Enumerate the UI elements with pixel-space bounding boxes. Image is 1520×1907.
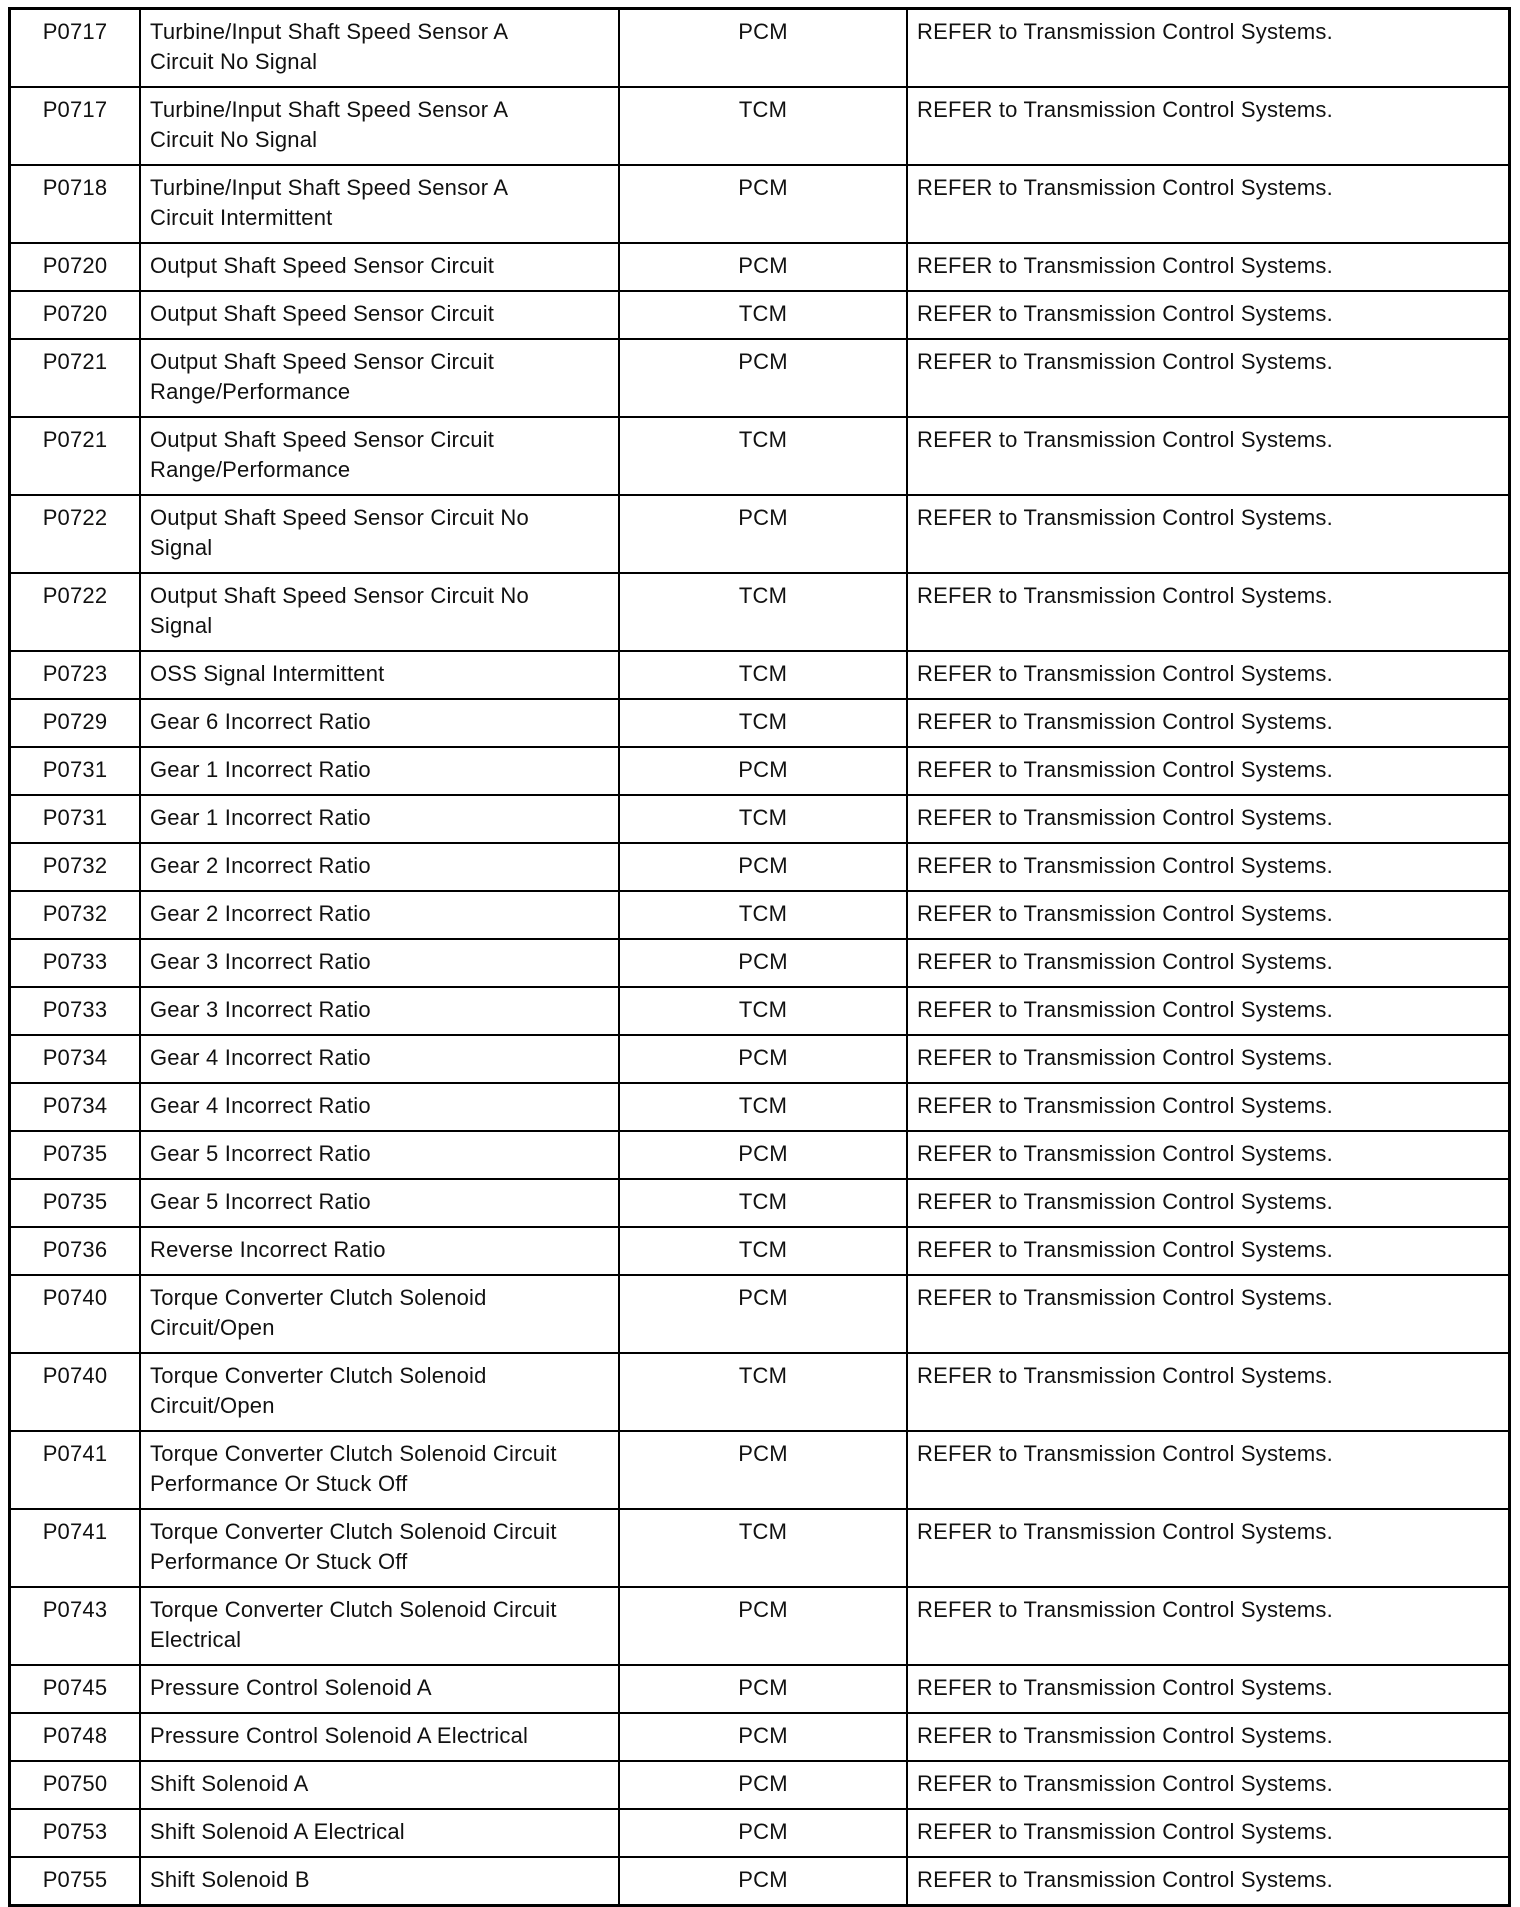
module-cell: PCM	[619, 1857, 907, 1906]
dtc-code: P0717	[10, 9, 141, 88]
action-cell: REFER to Transmission Control Systems.	[907, 1179, 1510, 1227]
action-cell: REFER to Transmission Control Systems.	[907, 795, 1510, 843]
dtc-description: Torque Converter Clutch Solenoid Circuit/Open	[140, 1275, 619, 1353]
module-cell: PCM	[619, 1761, 907, 1809]
action-cell: REFER to Transmission Control Systems.	[907, 573, 1510, 651]
dtc-code: P0734	[10, 1035, 141, 1083]
dtc-description: Gear 5 Incorrect Ratio	[140, 1131, 619, 1179]
table-row	[10, 651, 1510, 699]
module-cell: PCM	[619, 1131, 907, 1179]
action-cell: REFER to Transmission Control Systems.	[907, 1809, 1510, 1857]
table-row	[10, 9, 1510, 88]
action-cell: REFER to Transmission Control Systems.	[907, 1353, 1510, 1431]
module-cell: PCM	[619, 1275, 907, 1353]
dtc-code: P0717	[10, 87, 141, 165]
dtc-description: Output Shaft Speed Sensor Circuit	[140, 243, 619, 291]
dtc-description: Output Shaft Speed Sensor Circuit	[140, 291, 619, 339]
table-row	[10, 699, 1510, 747]
dtc-table-body	[10, 9, 1510, 1906]
dtc-code: P0735	[10, 1179, 141, 1227]
action-cell: REFER to Transmission Control Systems.	[907, 417, 1510, 495]
dtc-description: Output Shaft Speed Sensor Circuit No Signal	[140, 495, 619, 573]
module-cell: TCM	[619, 795, 907, 843]
action-cell: REFER to Transmission Control Systems.	[907, 291, 1510, 339]
action-cell: REFER to Transmission Control Systems.	[907, 747, 1510, 795]
dtc-table	[8, 7, 1511, 1907]
table-row	[10, 1809, 1510, 1857]
dtc-description: Torque Converter Clutch Solenoid Circuit Performance Or Stuck Off	[140, 1431, 619, 1509]
action-cell: REFER to Transmission Control Systems.	[907, 339, 1510, 417]
table-row	[10, 1227, 1510, 1275]
dtc-description: OSS Signal Intermittent	[140, 651, 619, 699]
module-cell: PCM	[619, 1665, 907, 1713]
dtc-code: P0732	[10, 891, 141, 939]
dtc-description: Gear 2 Incorrect Ratio	[140, 843, 619, 891]
dtc-description: Gear 4 Incorrect Ratio	[140, 1035, 619, 1083]
module-cell: PCM	[619, 1713, 907, 1761]
action-cell: REFER to Transmission Control Systems.	[907, 1761, 1510, 1809]
module-cell: TCM	[619, 1227, 907, 1275]
action-cell: REFER to Transmission Control Systems.	[907, 1665, 1510, 1713]
table-row	[10, 339, 1510, 417]
module-cell: TCM	[619, 699, 907, 747]
dtc-code: P0720	[10, 243, 141, 291]
action-cell: REFER to Transmission Control Systems.	[907, 1275, 1510, 1353]
module-cell: PCM	[619, 843, 907, 891]
dtc-description: Gear 5 Incorrect Ratio	[140, 1179, 619, 1227]
table-row	[10, 747, 1510, 795]
module-cell: PCM	[619, 1431, 907, 1509]
table-row	[10, 1083, 1510, 1131]
action-cell: REFER to Transmission Control Systems.	[907, 1131, 1510, 1179]
dtc-code: P0740	[10, 1353, 141, 1431]
dtc-code: P0750	[10, 1761, 141, 1809]
action-cell: REFER to Transmission Control Systems.	[907, 1083, 1510, 1131]
module-cell: PCM	[619, 747, 907, 795]
table-row	[10, 243, 1510, 291]
module-cell: PCM	[619, 1809, 907, 1857]
dtc-description: Pressure Control Solenoid A	[140, 1665, 619, 1713]
dtc-code: P0741	[10, 1431, 141, 1509]
table-row	[10, 1665, 1510, 1713]
table-row	[10, 987, 1510, 1035]
dtc-code: P0734	[10, 1083, 141, 1131]
dtc-code: P0721	[10, 339, 141, 417]
action-cell: REFER to Transmission Control Systems.	[907, 243, 1510, 291]
table-row	[10, 1431, 1510, 1509]
table-row	[10, 1179, 1510, 1227]
action-cell: REFER to Transmission Control Systems.	[907, 651, 1510, 699]
action-cell: REFER to Transmission Control Systems.	[907, 1509, 1510, 1587]
action-cell: REFER to Transmission Control Systems.	[907, 1857, 1510, 1906]
module-cell: PCM	[619, 1587, 907, 1665]
dtc-code: P0731	[10, 795, 141, 843]
table-row	[10, 1131, 1510, 1179]
table-row	[10, 795, 1510, 843]
dtc-description: Gear 1 Incorrect Ratio	[140, 747, 619, 795]
action-cell: REFER to Transmission Control Systems.	[907, 87, 1510, 165]
dtc-description: Torque Converter Clutch Solenoid Circuit Electrical	[140, 1587, 619, 1665]
action-cell: REFER to Transmission Control Systems.	[907, 165, 1510, 243]
dtc-code: P0735	[10, 1131, 141, 1179]
action-cell: REFER to Transmission Control Systems.	[907, 939, 1510, 987]
module-cell: PCM	[619, 9, 907, 88]
table-row	[10, 1761, 1510, 1809]
dtc-code: P0731	[10, 747, 141, 795]
dtc-description: Output Shaft Speed Sensor Circuit No Signal	[140, 573, 619, 651]
dtc-description: Reverse Incorrect Ratio	[140, 1227, 619, 1275]
module-cell: PCM	[619, 339, 907, 417]
table-row	[10, 843, 1510, 891]
table-row	[10, 939, 1510, 987]
table-row	[10, 1857, 1510, 1906]
dtc-description: Torque Converter Clutch Solenoid Circuit Performance Or Stuck Off	[140, 1509, 619, 1587]
action-cell: REFER to Transmission Control Systems.	[907, 699, 1510, 747]
dtc-description: Turbine/Input Shaft Speed Sensor A Circuit No Signal	[140, 87, 619, 165]
table-row	[10, 1713, 1510, 1761]
dtc-description: Pressure Control Solenoid A Electrical	[140, 1713, 619, 1761]
module-cell: TCM	[619, 291, 907, 339]
module-cell: TCM	[619, 87, 907, 165]
dtc-code: P0718	[10, 165, 141, 243]
dtc-code: P0723	[10, 651, 141, 699]
dtc-description: Gear 6 Incorrect Ratio	[140, 699, 619, 747]
table-row	[10, 291, 1510, 339]
dtc-description: Gear 4 Incorrect Ratio	[140, 1083, 619, 1131]
action-cell: REFER to Transmission Control Systems.	[907, 1035, 1510, 1083]
action-cell: REFER to Transmission Control Systems.	[907, 891, 1510, 939]
dtc-code: P0721	[10, 417, 141, 495]
action-cell: REFER to Transmission Control Systems.	[907, 1713, 1510, 1761]
action-cell: REFER to Transmission Control Systems.	[907, 1227, 1510, 1275]
table-row	[10, 495, 1510, 573]
dtc-code: P0748	[10, 1713, 141, 1761]
table-row	[10, 1353, 1510, 1431]
dtc-code: P0729	[10, 699, 141, 747]
dtc-description: Gear 3 Incorrect Ratio	[140, 939, 619, 987]
module-cell: TCM	[619, 573, 907, 651]
module-cell: TCM	[619, 987, 907, 1035]
dtc-description: Turbine/Input Shaft Speed Sensor A Circuit No Signal	[140, 9, 619, 88]
table-row	[10, 1275, 1510, 1353]
dtc-code: P0722	[10, 495, 141, 573]
table-row	[10, 573, 1510, 651]
module-cell: PCM	[619, 243, 907, 291]
dtc-code: P0741	[10, 1509, 141, 1587]
table-row	[10, 1587, 1510, 1665]
module-cell: PCM	[619, 495, 907, 573]
action-cell: REFER to Transmission Control Systems.	[907, 987, 1510, 1035]
module-cell: TCM	[619, 651, 907, 699]
dtc-code: P0736	[10, 1227, 141, 1275]
module-cell: TCM	[619, 891, 907, 939]
dtc-description: Gear 1 Incorrect Ratio	[140, 795, 619, 843]
dtc-description: Shift Solenoid B	[140, 1857, 619, 1906]
dtc-description: Output Shaft Speed Sensor Circuit Range/Performance	[140, 339, 619, 417]
dtc-description: Gear 2 Incorrect Ratio	[140, 891, 619, 939]
table-row	[10, 87, 1510, 165]
dtc-code: P0755	[10, 1857, 141, 1906]
module-cell: PCM	[619, 1035, 907, 1083]
table-row	[10, 1509, 1510, 1587]
dtc-description: Turbine/Input Shaft Speed Sensor A Circuit Intermittent	[140, 165, 619, 243]
module-cell: TCM	[619, 1083, 907, 1131]
module-cell: TCM	[619, 1509, 907, 1587]
module-cell: PCM	[619, 165, 907, 243]
dtc-code: P0753	[10, 1809, 141, 1857]
dtc-description: Shift Solenoid A Electrical	[140, 1809, 619, 1857]
table-row	[10, 1035, 1510, 1083]
module-cell: PCM	[619, 939, 907, 987]
action-cell: REFER to Transmission Control Systems.	[907, 9, 1510, 88]
action-cell: REFER to Transmission Control Systems.	[907, 1587, 1510, 1665]
dtc-code: P0733	[10, 939, 141, 987]
table-row	[10, 417, 1510, 495]
action-cell: REFER to Transmission Control Systems.	[907, 495, 1510, 573]
module-cell: TCM	[619, 1353, 907, 1431]
dtc-code: P0745	[10, 1665, 141, 1713]
dtc-description: Shift Solenoid A	[140, 1761, 619, 1809]
action-cell: REFER to Transmission Control Systems.	[907, 843, 1510, 891]
module-cell: TCM	[619, 1179, 907, 1227]
table-row	[10, 891, 1510, 939]
dtc-code: P0743	[10, 1587, 141, 1665]
dtc-description: Torque Converter Clutch Solenoid Circuit/Open	[140, 1353, 619, 1431]
dtc-description: Output Shaft Speed Sensor Circuit Range/Performance	[140, 417, 619, 495]
dtc-code: P0732	[10, 843, 141, 891]
dtc-code: P0733	[10, 987, 141, 1035]
module-cell: TCM	[619, 417, 907, 495]
table-row	[10, 165, 1510, 243]
dtc-code: P0740	[10, 1275, 141, 1353]
dtc-description: Gear 3 Incorrect Ratio	[140, 987, 619, 1035]
action-cell: REFER to Transmission Control Systems.	[907, 1431, 1510, 1509]
dtc-code: P0722	[10, 573, 141, 651]
dtc-code: P0720	[10, 291, 141, 339]
